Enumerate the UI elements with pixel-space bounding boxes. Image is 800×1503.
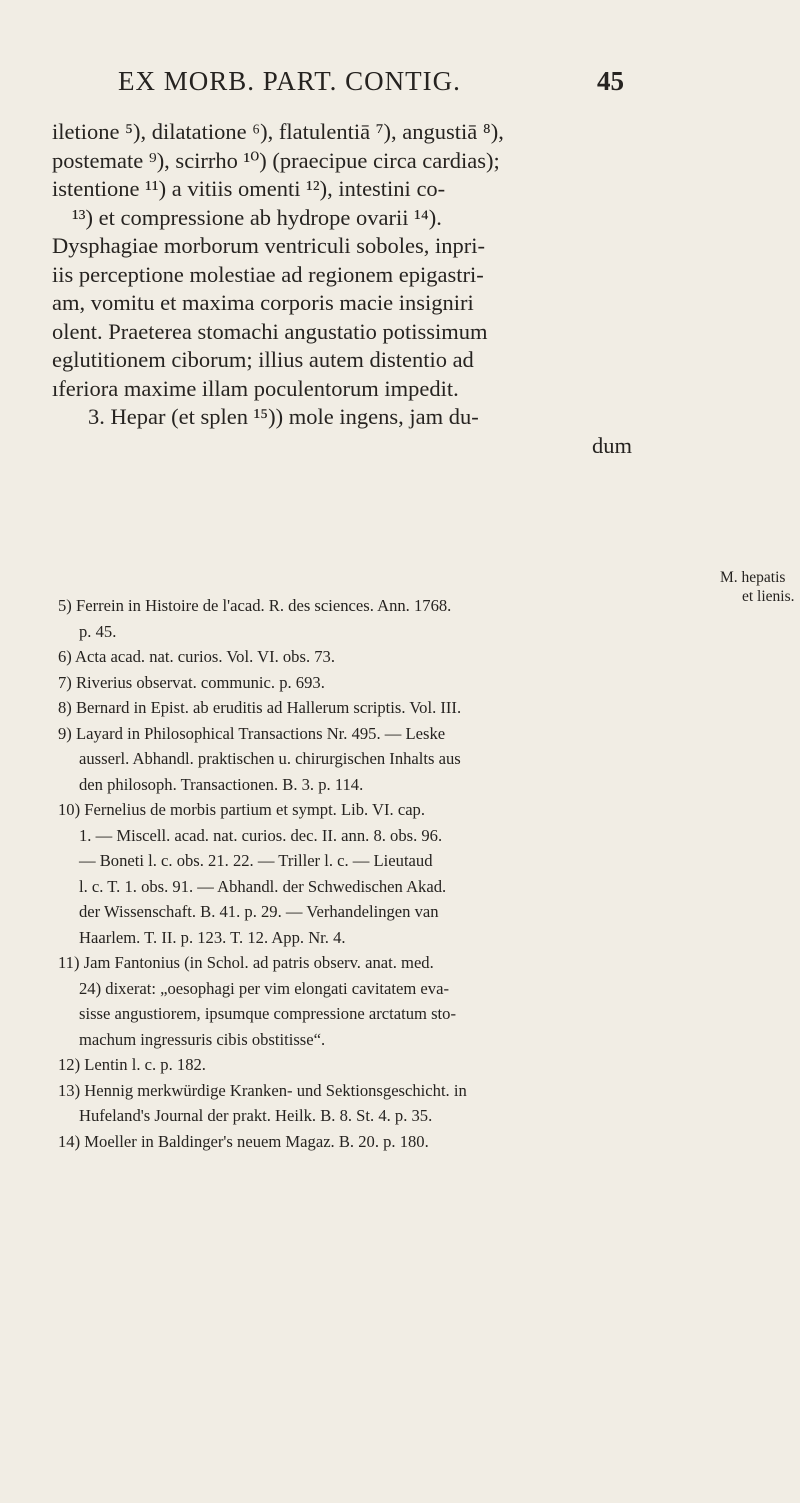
margin-note (720, 568, 795, 606)
text-line: ¹³) et compressione ab hydrope ovarii ¹⁴). (72, 204, 442, 230)
footnote-line: 10) Fernelius de morbis partium et sympt. Lib. VI. cap. (58, 800, 425, 819)
text-line: iletione ⁵), dilatatione ⁶), flatulentiā ⁷), angustiā ⁸), (52, 119, 504, 144)
text-line: am, vomitu et maxima corporis macie insigniri (52, 290, 474, 315)
footnote-line: 12) Lentin l. c. p. 182. (58, 1055, 206, 1074)
text-line: 3. Hepar (et splen ¹⁵)) mole ingens, jam du- (88, 404, 479, 429)
footnote-line: 24) dixerat: „oesophagi per vim elongati cavitatem eva- (79, 978, 449, 998)
footnotes (58, 593, 698, 1154)
text-line: eglutitionem ciborum; illius autem distentio ad (52, 347, 474, 372)
footnote-line: den philosoph. Transactionen. B. 3. p. 114. (79, 774, 364, 794)
running-title: EX MORB. PART. CONTIG. (118, 66, 461, 96)
footnote-line: — Boneti l. c. obs. 21. 22. — Triller l. c. — Lieutaud (79, 851, 433, 870)
page-number: 45 (597, 66, 624, 96)
footnote-line: Hufeland's Journal der prakt. Heilk. B. 8. St. 4. p. 35. (79, 1106, 433, 1125)
text-line: postemate ⁹), scirrho ¹⁰) (praecipue circa cardias); (52, 147, 500, 173)
footnote-line: 9) Layard in Philosophical Transactions Nr. 495. — Leske (58, 723, 446, 743)
footnote-line: 6) Acta acad. nat. curios. Vol. VI. obs. 73. (58, 647, 335, 666)
text-line: olent. Praeterea stomachi angustatio potissimum (52, 318, 488, 344)
footnote-line: der Wissenschaft. B. 41. p. 29. — Verhandelingen van (79, 902, 439, 921)
text-line: dum (592, 432, 633, 458)
footnote-line: 13) Hennig merkwürdige Kranken- und Sektionsgeschicht. in (58, 1080, 467, 1100)
footnote-line: 7) Riverius observat. communic. p. 693. (58, 672, 325, 692)
text-line: iis perceptione molestiae ad regionem epigastri- (52, 261, 484, 287)
footnote-line: 1. — Miscell. acad. nat. curios. dec. II. ann. 8. obs. 96. (79, 825, 443, 845)
footnote-line: machum ingressuris cibis obstitisse“. (79, 1029, 326, 1049)
footnote-line: 8) Bernard in Epist. ab eruditis ad Hallerum scriptis. Vol. III. (58, 698, 462, 717)
footnote-line: 14) Moeller in Baldinger's neuem Magaz. B. 20. p. 180. (58, 1131, 429, 1151)
footnote-line: Haarlem. T. II. p. 123. T. 12. App. Nr. 4. (79, 927, 346, 947)
footnote-line: ausserl. Abhandl. praktischen u. chirurgischen Inhalts aus (79, 749, 461, 768)
margin-note-line: et lienis. (742, 588, 795, 605)
footnote-line: l. c. T. 1. obs. 91. — Abhandl. der Schwedischen Akad. (79, 876, 447, 896)
footnote-line: 11) Jam Fantonius (in Schol. ad patris observ. anat. med. (58, 953, 434, 972)
margin-note-line: M. hepatis (720, 569, 786, 586)
footnote-line: 5) Ferrein in Histoire de l'acad. R. des sciences. Ann. 1768. (58, 596, 452, 615)
text-line: istentione ¹¹) a vitiis omenti ¹²), intestini co- (52, 176, 446, 201)
text-line: Dysphagiae morborum ventriculi soboles, inpri- (52, 233, 486, 258)
footnote-line: sisse angustiorem, ipsumque compressione arctatum sto- (79, 1004, 456, 1023)
text-line: ıferiora maxime illam poculentorum impedit. (52, 375, 459, 401)
main-text (52, 118, 652, 460)
page-header (0, 66, 800, 106)
footnote-line: p. 45. (79, 621, 117, 641)
